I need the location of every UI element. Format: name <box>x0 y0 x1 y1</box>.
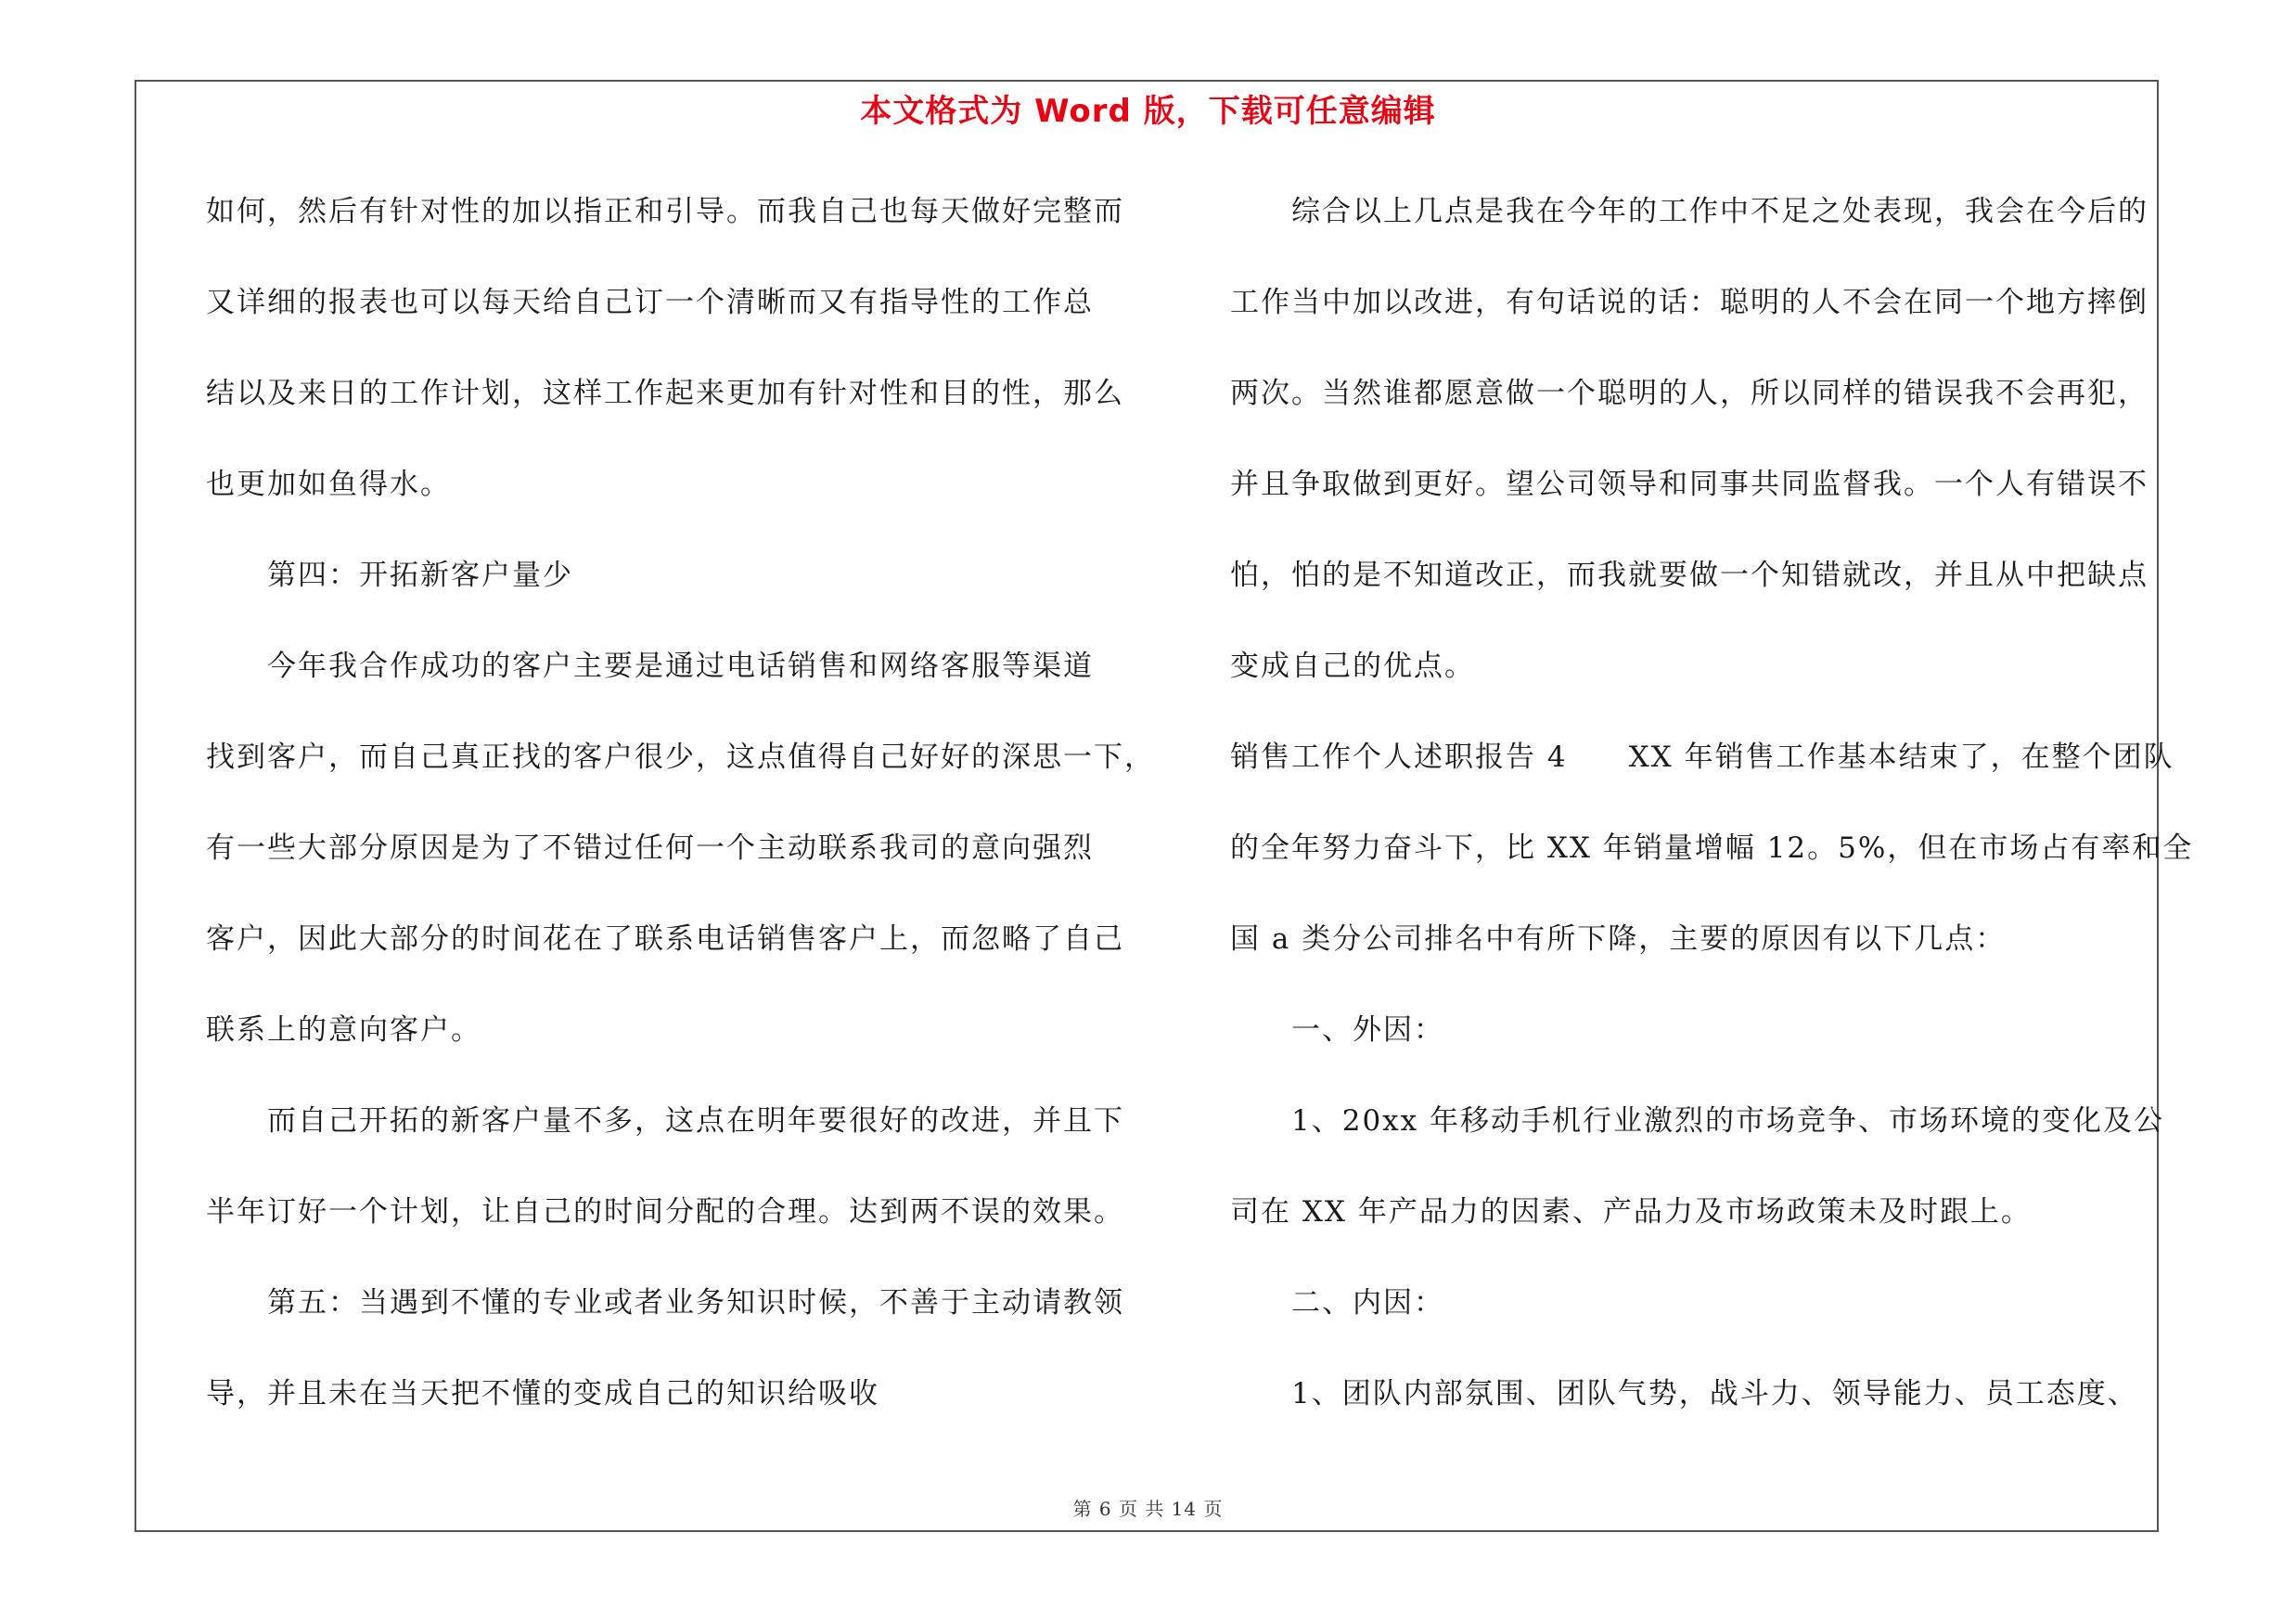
text-line: 有一些大部分原因是为了不错过任何一个主动联系我司的意向强烈 <box>206 831 1094 865</box>
text-line: 结以及来日的工作计划，这样工作起来更加有针对性和目的性，那么 <box>206 377 1124 410</box>
text-line: 1、团队内部氛围、团队气势，战斗力、领导能力、员工态度、 <box>1291 1377 2138 1410</box>
text-line: 的全年努力奋斗下，比 XX 年销量增幅 12。5%，但在市场占有率和全 <box>1230 831 2194 865</box>
text-line: 半年订好一个计划，让自己的时间分配的合理。达到两不误的效果。 <box>206 1195 1124 1229</box>
text-line: 而自己开拓的新客户量不多，这点在明年要很好的改进，并且下 <box>267 1104 1124 1138</box>
text-line: 导，并且未在当天把不懂的变成自己的知识给吸收 <box>206 1377 879 1410</box>
text-line: 又详细的报表也可以每天给自己订一个清晰而又有指导性的工作总 <box>206 286 1094 319</box>
text-line: 如何，然后有针对性的加以指正和引导。而我自己也每天做好完整而 <box>206 195 1124 228</box>
text-line: 两次。当然谁都愿意做一个聪明的人，所以同样的错误我不会再犯， <box>1230 377 2148 410</box>
text-line: 二、内因： <box>1291 1286 1444 1320</box>
text-line: 并且争取做到更好。望公司领导和同事共同监督我。一个人有错误不 <box>1230 468 2148 501</box>
text-line: 联系上的意向客户。 <box>206 1013 481 1047</box>
text-line: 客户，因此大部分的时间花在了联系电话销售客户上，而忽略了自己 <box>206 922 1124 956</box>
word-format-banner: 本文格式为 Word 版，下载可任意编辑 <box>860 93 1436 130</box>
text-line: 一、外因： <box>1291 1013 1444 1047</box>
text-line: 第四：开拓新客户量少 <box>267 559 573 592</box>
text-line: 也更加如鱼得水。 <box>206 468 451 501</box>
page-footer: 第 6 页 共 14 页 <box>1072 1498 1224 1520</box>
text-line: 国 a 类分公司排名中有所下降，主要的原因有以下几点： <box>1230 922 2007 956</box>
left-text-column <box>206 186 1155 1459</box>
text-line: 今年我合作成功的客户主要是通过电话销售和网络客服等渠道 <box>267 650 1094 683</box>
text-line: 综合以上几点是我在今年的工作中不足之处表现，我会在今后的 <box>1291 195 2148 228</box>
text-line: 怕，怕的是不知道改正，而我就要做一个知错就改，并且从中把缺点 <box>1230 559 2148 592</box>
text-line: 找到客户，而自己真正找的客户很少，这点值得自己好好的深思一下， <box>206 741 1155 774</box>
text-line: 变成自己的优点。 <box>1230 650 1475 683</box>
text-line: 第五：当遇到不懂的专业或者业务知识时候，不善于主动请教领 <box>267 1286 1124 1320</box>
right-text-column <box>1230 186 2194 1459</box>
text-line: 1、20xx 年移动手机行业激烈的市场竞争、市场环境的变化及公 <box>1291 1104 2164 1138</box>
text-line: 工作当中加以改进，有句话说的话：聪明的人不会在同一个地方摔倒 <box>1230 286 2148 319</box>
text-line: 司在 XX 年产品力的因素、产品力及市场政策未及时跟上。 <box>1230 1195 2032 1229</box>
text-line: 销售工作个人述职报告 4 XX 年销售工作基本结束了，在整个团队 <box>1230 741 2174 774</box>
